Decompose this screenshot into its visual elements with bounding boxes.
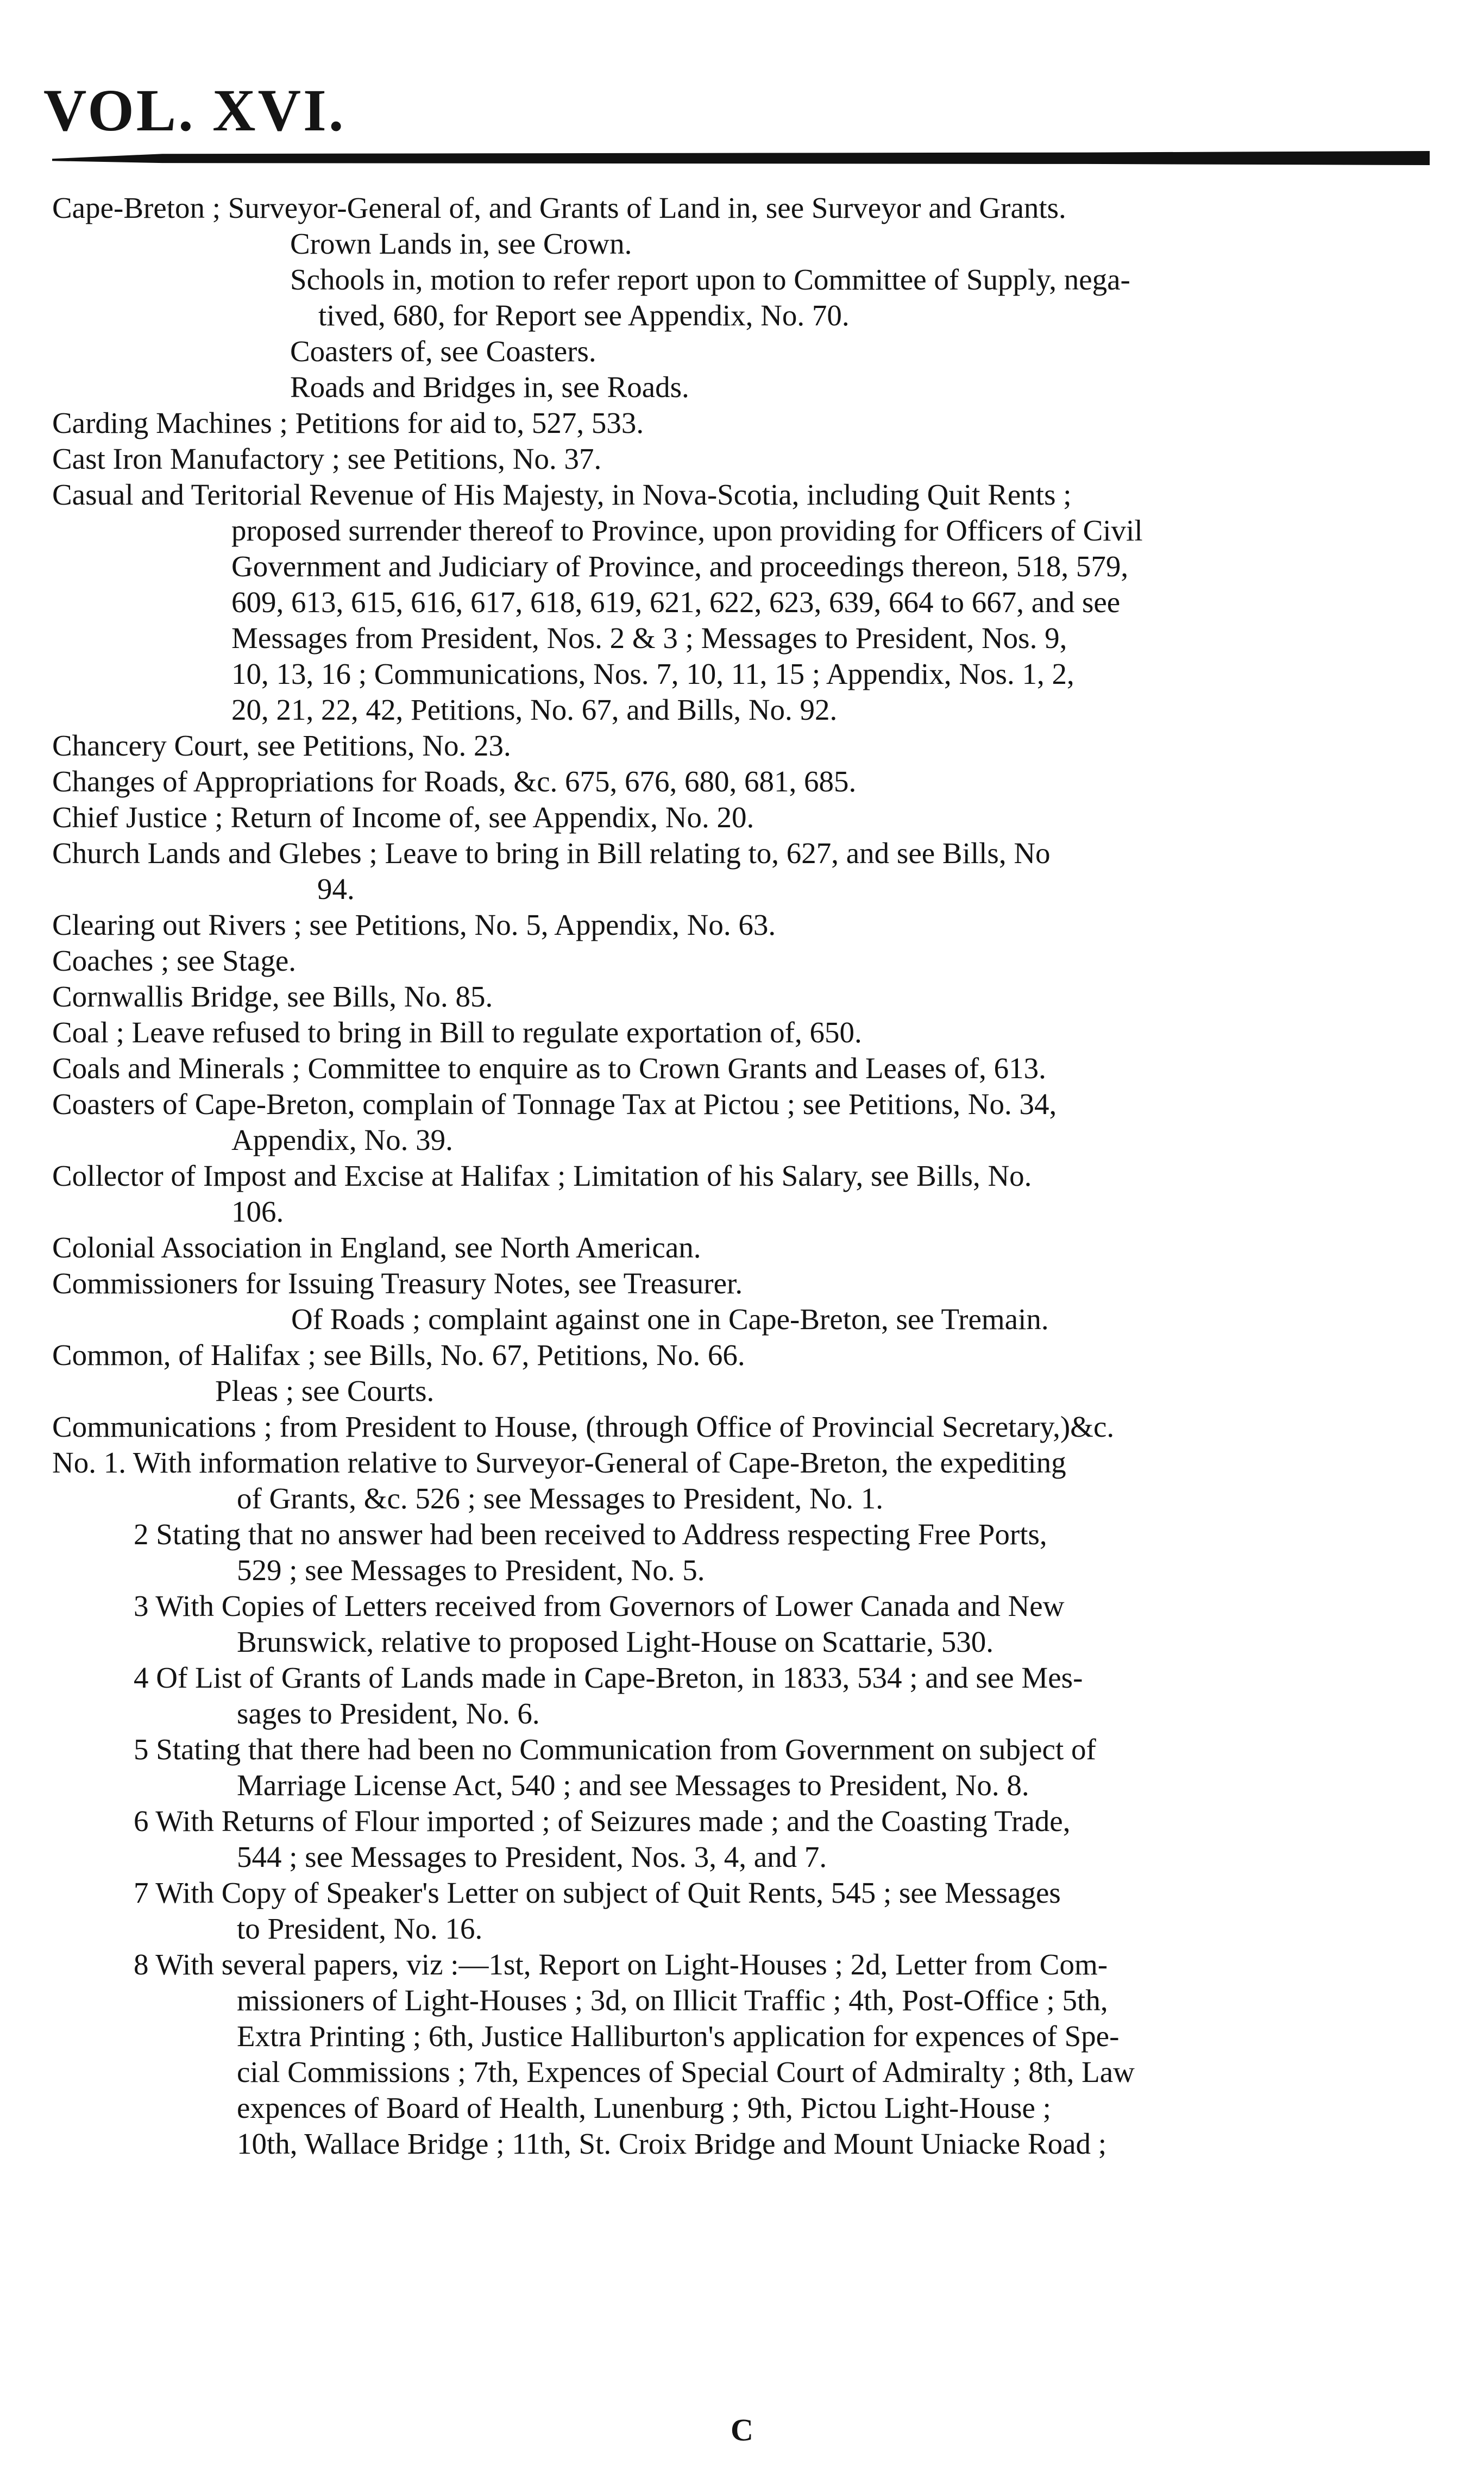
index-line: Coals and Minerals ; Committee to enquire as to Crown Grants and Leases of, 613. bbox=[52, 1052, 1046, 1085]
index-line: 10th, Wallace Bridge ; 11th, St. Croix Bridge and Mount Uniacke Road ; bbox=[237, 2127, 1107, 2160]
index-line: Chancery Court, see Petitions, No. 23. bbox=[52, 729, 511, 762]
header-rule bbox=[52, 151, 1430, 165]
index-line: Communications ; from President to House, (through Office of Provincial Secretary,)&c. bbox=[52, 1410, 1115, 1443]
index-line: 94. bbox=[317, 872, 355, 905]
index-line: Appendix, No. 39. bbox=[231, 1123, 453, 1156]
index-line: Schools in, motion to refer report upon to Committee of Supply, nega- bbox=[290, 263, 1130, 296]
index-body bbox=[52, 190, 1432, 2162]
index-line: 10, 13, 16 ; Communications, Nos. 7, 10, 11, 15 ; Appendix, Nos. 1, 2, bbox=[231, 657, 1074, 690]
index-line: 609, 613, 615, 616, 617, 618, 619, 621, 622, 623, 639, 664 to 667, and see bbox=[231, 586, 1121, 619]
index-line: Coal ; Leave refused to bring in Bill to regulate exportation of, 650. bbox=[52, 1016, 862, 1049]
index-line: missioners of Light-Houses ; 3d, on Illicit Traffic ; 4th, Post-Office ; 5th, bbox=[237, 1984, 1108, 2017]
index-line: Of Roads ; complaint against one in Cape-Breton, see Tremain. bbox=[291, 1303, 1049, 1336]
index-line: Roads and Bridges in, see Roads. bbox=[290, 370, 689, 404]
index-line: Chief Justice ; Return of Income of, see Appendix, No. 20. bbox=[52, 801, 754, 834]
index-line: Clearing out Rivers ; see Petitions, No. 5, Appendix, No. 63. bbox=[52, 908, 776, 941]
index-line: 3 With Copies of Letters received from Governors of Lower Canada and New bbox=[134, 1589, 1065, 1622]
index-line: to President, No. 16. bbox=[237, 1912, 483, 1945]
index-line: expences of Board of Health, Lunenburg ; 9th, Pictou Light-House ; bbox=[237, 2091, 1051, 2124]
index-line: Government and Judiciary of Province, and proceedings thereon, 518, 579, bbox=[231, 550, 1129, 583]
index-line: Common, of Halifax ; see Bills, No. 67, Petitions, No. 66. bbox=[52, 1338, 745, 1372]
index-line: 6 With Returns of Flour imported ; of Seizures made ; and the Coasting Trade, bbox=[134, 1804, 1071, 1838]
index-line: Colonial Association in England, see North American. bbox=[52, 1231, 701, 1264]
index-line: Crown Lands in, see Crown. bbox=[290, 227, 632, 260]
index-line: Cape-Breton ; Surveyor-General of, and Grants of Land in, see Surveyor and Grants. bbox=[52, 191, 1066, 224]
page-title: VOL. XVI. bbox=[43, 77, 346, 143]
index-line: 8 With several papers, viz :—1st, Report on Light-Houses ; 2d, Letter from Com- bbox=[134, 1948, 1108, 1981]
index-line: 20, 21, 22, 42, Petitions, No. 67, and Bills, No. 92. bbox=[231, 693, 838, 726]
index-line: Pleas ; see Courts. bbox=[215, 1374, 435, 1407]
index-line: Cornwallis Bridge, see Bills, No. 85. bbox=[52, 980, 493, 1013]
folio-signature: C bbox=[731, 2412, 753, 2448]
index-line: Casual and Teritorial Revenue of His Majesty, in Nova-Scotia, including Quit Rents ; bbox=[52, 478, 1072, 511]
index-line: 5 Stating that there had been no Communication from Government on subject of bbox=[134, 1733, 1096, 1766]
index-line: Brunswick, relative to proposed Light-House on Scattarie, 530. bbox=[237, 1625, 994, 1658]
index-line: Commissioners for Issuing Treasury Notes, see Treasurer. bbox=[52, 1267, 743, 1300]
index-line: 106. bbox=[231, 1195, 284, 1228]
index-line: Church Lands and Glebes ; Leave to bring in Bill relating to, 627, and see Bills, No bbox=[52, 836, 1051, 870]
index-line: No. 1. With information relative to Surveyor-General of Cape-Breton, the expediting bbox=[52, 1446, 1066, 1479]
index-line: Cast Iron Manufactory ; see Petitions, No. 37. bbox=[52, 442, 602, 475]
index-line: proposed surrender thereof to Province, upon providing for Officers of Civil bbox=[231, 514, 1143, 547]
index-line: 7 With Copy of Speaker's Letter on subject of Quit Rents, 545 ; see Messages bbox=[134, 1876, 1061, 1909]
index-line: Collector of Impost and Excise at Halifax ; Limitation of his Salary, see Bills, No. bbox=[52, 1159, 1032, 1192]
index-line: Messages from President, Nos. 2 & 3 ; Messages to President, Nos. 9, bbox=[231, 621, 1067, 655]
index-line: 529 ; see Messages to President, No. 5. bbox=[237, 1553, 705, 1587]
index-line: 4 Of List of Grants of Lands made in Cape-Breton, in 1833, 534 ; and see Mes- bbox=[134, 1661, 1083, 1694]
index-line: Extra Printing ; 6th, Justice Halliburton's application for expences of Spe- bbox=[237, 2020, 1120, 2053]
index-line: Marriage License Act, 540 ; and see Messages to President, No. 8. bbox=[237, 1769, 1029, 1802]
index-line: sages to President, No. 6. bbox=[237, 1697, 540, 1730]
index-line: Carding Machines ; Petitions for aid to, 527, 533. bbox=[52, 406, 644, 439]
index-line: Coasters of, see Coasters. bbox=[290, 335, 596, 368]
index-line: cial Commissions ; 7th, Expences of Special Court of Admiralty ; 8th, Law bbox=[237, 2055, 1135, 2088]
index-line: Coasters of Cape-Breton, complain of Tonnage Tax at Pictou ; see Petitions, No. 34, bbox=[52, 1087, 1057, 1121]
index-line: Coaches ; see Stage. bbox=[52, 944, 297, 977]
index-line: tived, 680, for Report see Appendix, No. 70. bbox=[318, 299, 850, 332]
index-line: of Grants, &c. 526 ; see Messages to President, No. 1. bbox=[237, 1482, 883, 1515]
index-line: Changes of Appropriations for Roads, &c. 675, 676, 680, 681, 685. bbox=[52, 765, 857, 798]
index-line: 544 ; see Messages to President, Nos. 3, 4, and 7. bbox=[237, 1840, 827, 1873]
index-line: 2 Stating that no answer had been received to Address respecting Free Ports, bbox=[134, 1518, 1047, 1551]
